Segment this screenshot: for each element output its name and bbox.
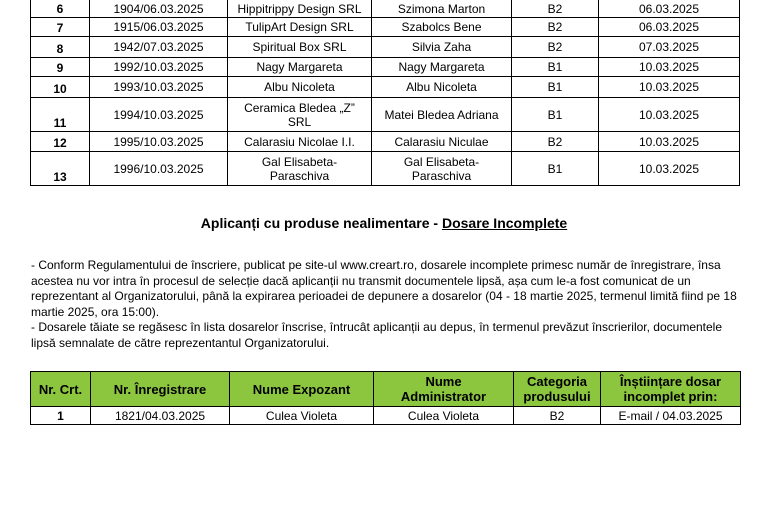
column-header-text: produsului [523,389,591,404]
registration-date-text: 07.03.2025 [638,40,700,54]
product-category-text: B2 [547,134,563,149]
column-header-text: Nume [425,374,462,389]
row-number [31,37,90,58]
product-category [512,18,599,37]
product-category-text: B2 [549,408,565,423]
registration-date-text: 10.03.2025 [638,60,700,74]
registration-date [599,132,740,152]
registration-number [91,407,230,425]
administrator-name-text: Nagy Margareta [398,60,485,74]
product-category [514,407,601,425]
registration-date [599,0,740,18]
registration-number-text: 1904/06.03.2025 [113,1,204,16]
registration-number-text: 1992/10.03.2025 [113,60,204,74]
row-number [31,407,91,425]
registration-date-text: 10.03.2025 [638,134,700,149]
exhibitor-name-text: Gal Elisabeta- [261,154,338,169]
exhibitor-name [228,0,372,18]
column-header-text: Nume Expozant [252,381,351,397]
registration-number [90,0,228,18]
registration-date [599,77,740,98]
product-category-text: B1 [547,161,563,176]
column-header-text: incomplet prin: [623,389,718,404]
exhibitor-name-text: Nagy Margareta [256,60,343,74]
row-number [31,132,90,152]
exhibitor-name [228,152,372,186]
column-header [514,372,601,407]
exhibitor-name [228,98,372,132]
administrator-name [374,407,514,425]
exhibitor-name [228,132,372,152]
table-row [31,0,740,18]
administrator-name [372,132,512,152]
row-number [31,77,90,98]
registration-number-text: 1942/07.03.2025 [113,40,204,54]
row-number-text: 6 [56,2,64,16]
registration-number [90,98,228,132]
administrator-name-text: Culea Violeta [407,408,480,423]
registration-date-text: 06.03.2025 [638,1,700,16]
row-number-text: 12 [53,136,67,150]
administrator-name-text: Szimona Marton [397,1,486,16]
product-category-text: B1 [547,107,563,122]
exhibitor-name [230,407,374,425]
registrations-table-body [31,0,740,186]
row-number [31,18,90,37]
product-category [512,0,599,18]
registration-date-text: 06.03.2025 [638,20,700,34]
registration-number-text: 1994/10.03.2025 [113,107,204,122]
table-row [31,407,741,425]
registration-date-text: 10.03.2025 [638,80,700,94]
row-number-text: 10 [53,82,67,96]
column-header [601,372,741,407]
registration-number-text: 1995/10.03.2025 [113,134,204,149]
column-header-text: Nr. Crt. [38,381,83,397]
registration-date [599,98,740,132]
exhibitor-name [228,58,372,77]
notification-method [601,407,741,425]
column-header-text: Administrator [400,389,487,404]
incomplete-files-table [30,371,741,425]
registration-date [599,18,740,37]
product-category [512,58,599,77]
administrator-name-text: Calarasiu Niculae [394,134,489,149]
product-category-text: B2 [547,1,563,16]
administrator-name [372,18,512,37]
exhibitor-name-text: Culea Violeta [265,408,338,423]
registration-number-text: 1915/06.03.2025 [113,20,204,34]
administrator-name-text: Paraschiva [411,168,472,183]
table-row [31,132,740,152]
registration-date [599,37,740,58]
product-category [512,152,599,186]
exhibitor-name-text: Paraschiva [269,168,330,183]
incomplete-files-table-body [31,407,741,425]
registration-number [90,132,228,152]
notification-method-text: E-mail / 04.03.2025 [618,408,723,423]
registration-number-text: 1821/04.03.2025 [114,408,206,423]
product-category [512,77,599,98]
section-heading-prefix: Aplicanți cu produse nealimentare - [200,215,442,231]
registrations-table [30,0,740,186]
section-heading [0,214,768,232]
exhibitor-name-text: TulipArt Design SRL [245,20,354,34]
registration-date [599,152,740,186]
administrator-name [372,152,512,186]
exhibitor-name-text: SRL [287,114,312,129]
administrator-name-text: Gal Elisabeta- [403,154,480,169]
row-number-text: 8 [56,42,64,56]
row-number [31,98,90,132]
column-header [374,372,514,407]
table-row [31,152,740,186]
table-row [31,98,740,132]
registration-number [90,18,228,37]
row-number-text: 1 [57,408,64,423]
registration-number [90,77,228,98]
column-header-text: Nr. Înregistrare [113,381,207,397]
exhibitor-name-text: Ceramica Bledea „Z” [244,100,355,115]
registration-date-text: 10.03.2025 [638,107,700,122]
row-number [31,152,90,186]
rules-paragraph: - Conform Regulamentului de înscriere, publicat pe site-ul www.creart.ro, dosarele incomplete primesc număr de înregistrare, însa acestea nu vor intra în procesul de selecție dacă aplicanții nu transmit documentele lipsă, așa cum le-a fost comunicat de un reprezentant al Organizatorului, până la expirarea perioadei de depunere a dosarelor (04 - 18 martie 2025, termenul limită fiind pe 18 martie 2025, ora 15:00). [31,258,737,319]
table-row [31,77,740,98]
table-row [31,18,740,37]
registration-date [599,58,740,77]
exhibitor-name [228,18,372,37]
row-number-text: 9 [56,61,64,75]
product-category-text: B1 [547,80,563,94]
column-header [31,372,91,407]
administrator-name [372,58,512,77]
incomplete-table-header-row [31,372,741,407]
row-number-text: 7 [56,21,64,35]
product-category-text: B2 [547,40,563,54]
administrator-name [372,77,512,98]
registration-number [90,152,228,186]
table-row [31,37,740,58]
administrator-name [372,98,512,132]
product-category-text: B2 [547,20,563,34]
row-number-text: 11 [53,116,67,130]
administrator-name-text: Szabolcs Bene [401,20,482,34]
exhibitor-name-text: Albu Nicoleta [264,80,335,94]
row-number-text: 13 [53,170,67,184]
registration-number-text: 1996/10.03.2025 [113,161,204,176]
exhibitor-name-text: Hippitrippy Design SRL [237,1,362,16]
table-row [31,58,740,77]
registration-date-text: 10.03.2025 [638,161,700,176]
administrator-name [372,0,512,18]
product-category [512,98,599,132]
column-header [91,372,230,407]
column-header-text: Categoria [527,374,587,389]
administrator-name [372,37,512,58]
administrator-name-text: Silvia Zaha [411,40,472,54]
product-category-text: B1 [547,60,563,74]
row-number [31,58,90,77]
section-heading-underlined: Dosare Incomplete [441,215,568,231]
registration-number [90,37,228,58]
registration-number-text: 1993/10.03.2025 [113,80,204,94]
column-header-text: Înștiințare dosar [619,374,722,389]
product-category [512,132,599,152]
row-number [31,0,90,18]
administrator-name-text: Albu Nicoleta [406,80,477,94]
exhibitor-name-text: Spiritual Box SRL [252,40,347,54]
product-category [512,37,599,58]
administrator-name-text: Matei Bledea Adriana [384,107,499,122]
column-header [230,372,374,407]
registration-number [90,58,228,77]
note-paragraph: - Dosarele tăiate se regăsesc în lista dosarelor înscrise, întrucât aplicanții au depus, în termenul prevăzut înscrierilor, documentele lipsă semnalate de către reprezentantul Organizatorului. [31,320,723,350]
exhibitor-name [228,77,372,98]
exhibitor-name [228,37,372,58]
exhibitor-name-text: Calarasiu Nicolae I.I. [244,134,355,149]
